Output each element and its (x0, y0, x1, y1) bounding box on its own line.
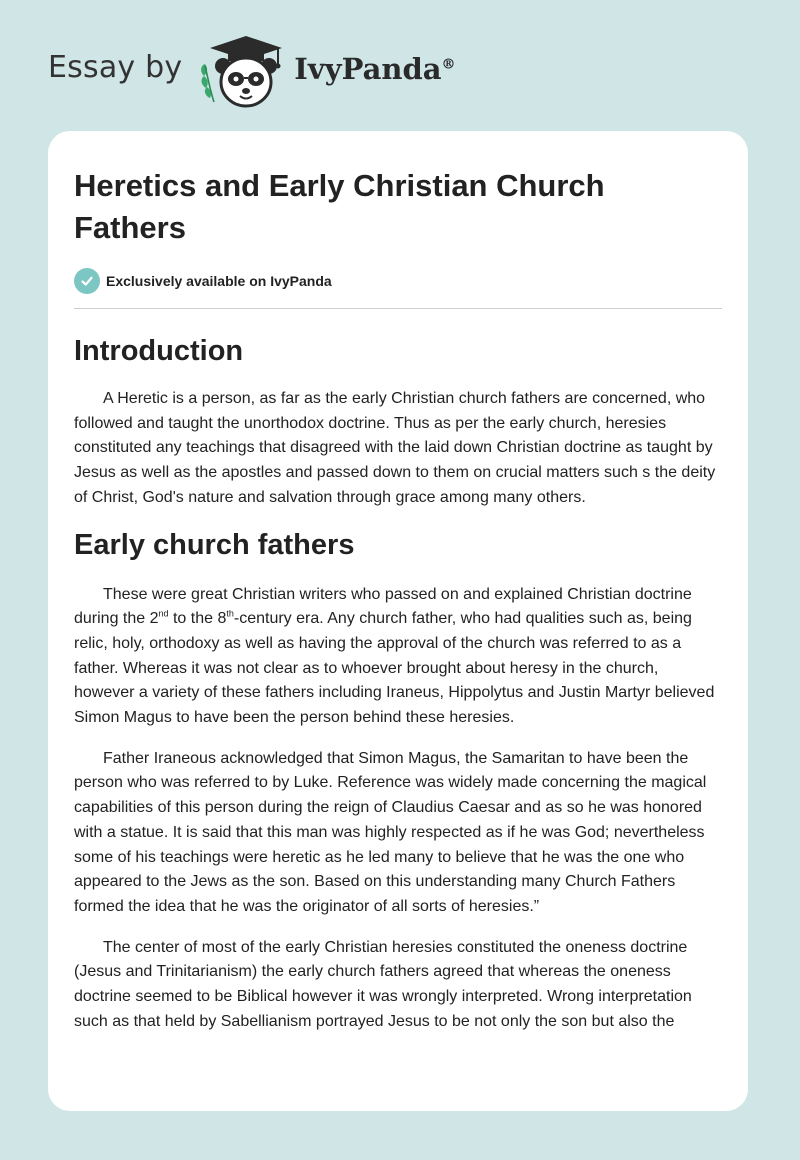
registered-mark: ® (441, 56, 456, 73)
badge-text: Exclusively available on IvyPanda (106, 273, 332, 289)
brand-name[interactable]: IvyPanda® (294, 52, 456, 86)
paragraph: The center of most of the early Christian heresies constituted the oneness doctrine (Jesus and Trinitarianism) the early church fathers agreed that whereas the oneness doctrine seemed to be Biblical however it was wrongly interpreted. Wrong interpretation such as that held by Sabellianism portrayed Jesus to be not only the son but also the (74, 938, 692, 1030)
page-title: Heretics and Early Christian Church Fathers (74, 168, 605, 245)
paragraph: Father Iraneous acknowledged that Simon Magus, the Samaritan to have been the person who was referred to by Luke. Reference was widely made concerning the magical capabilities of this person during the reign of Claudius Caesar and as so he was honored with a statue. It is said that this man was highly respected as if he was God; nevertheless some of his teachings were heretic as he led many to believe that he was the one who appeared to the Jews as the son. Based on this understanding many Church Fathers formed the idea that he was the originator of all sorts of heresies.” (74, 749, 707, 915)
exclusive-badge (74, 267, 722, 295)
check-icon (74, 268, 100, 294)
site-header (48, 30, 748, 112)
paragraph: These were great Christian writers who passed on and explained Christian doctrine during the 2nd to the 8th-century era. Any church father, who had qualities such as, being relic, holy, orthodoxy as well as having the approval of the church was referred to as a father. Whereas it was not clear as to whoever brought about heresy in the church, however a variety of these fathers including Iraneus, Hippolytus and Justin Martyr believed Simon Magus to have been the person behind these heresies. (74, 585, 715, 727)
section-heading-introduction: Introduction (74, 335, 244, 367)
essay-card (48, 131, 748, 1111)
paragraph: A Heretic is a person, as far as the early Christian church fathers are concerned, who followed and taught the unorthodox doctrine. Thus as per the early church, heresies constituted any teachings that disagreed with the laid down Christian doctrine as taught by Jesus as well as the apostles and passed down to them on crucial matters such s the deity of Christ, God's nature and salvation through grace among many others. (74, 390, 716, 506)
section-heading-early-church-fathers: Early church fathers (74, 528, 355, 561)
panda-logo-icon[interactable] (196, 32, 288, 110)
essay-by-label: Essay by (48, 49, 183, 85)
divider (74, 308, 722, 309)
